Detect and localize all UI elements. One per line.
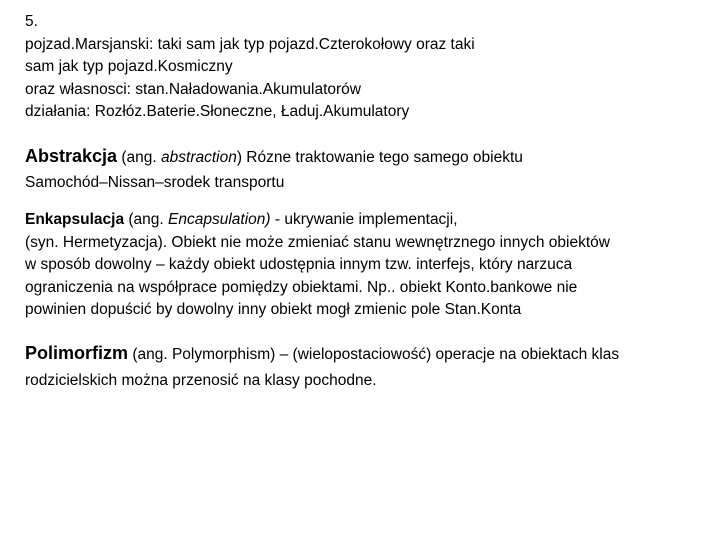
encapsulation-definition — [25, 209, 610, 232]
inheritance-line-2: sam jak typ pojazd.Kosmiczny — [25, 58, 233, 75]
section-number: 5. — [25, 13, 38, 30]
encapsulation-section — [25, 209, 610, 322]
encapsulation-line-3: ograniczenia na współprace pomiędzy obiektami. Np.. obiekt Konto.bankowe nie — [25, 278, 578, 296]
abstraction-pre: (ang. — [117, 149, 162, 166]
encapsulation-term: Enkapsulacja — [25, 211, 125, 228]
abstraction-section — [25, 145, 523, 195]
abstraction-post: ) Rózne traktowanie tego samego obiektu — [236, 149, 523, 166]
polymorphism-definition — [25, 342, 619, 366]
polymorphism-section — [25, 342, 619, 393]
abstraction-definition — [25, 145, 523, 169]
inheritance-line-3: oraz własnosci: stan.Naładowania.Akumulatorów — [25, 80, 361, 98]
encapsulation-line-1: (syn. Hermetyzacja). Obiekt nie może zmieniać stanu wewnętrznego innych obiektów — [25, 233, 610, 251]
encapsulation-line-2: w sposób dowolny – każdy obiekt udostępnia innym tzw. interfejs, który narzuca — [25, 256, 573, 273]
encapsulation-english: Encapsulation) — [168, 211, 271, 228]
abstraction-example: Samochód–Nissan–srodek transportu — [25, 174, 285, 191]
encapsulation-pre: (ang. — [124, 211, 169, 228]
polymorphism-line-2: rodzicielskich można przenosić na klasy pochodne. — [25, 372, 377, 389]
inheritance-line-4: działania: Rozłóz.Baterie.Słoneczne, Ładuj.Akumulatory — [25, 103, 410, 120]
polymorphism-rest: (ang. Polymorphism) – (wielopostaciowość) operacje na obiektach klas — [128, 346, 620, 363]
abstraction-term: Abstrakcja — [25, 146, 118, 166]
inheritance-example-section — [25, 11, 475, 124]
encapsulation-line-4: powinien dopuścić by dowolny inny obiekt mogł zmienic pole Stan.Konta — [25, 301, 522, 318]
inheritance-line-1: pojzad.Marsjanski: taki sam jak typ pojazd.Czterokołowy oraz taki — [25, 35, 475, 53]
polymorphism-term: Polimorfizm — [25, 343, 129, 363]
abstraction-english: abstraction — [161, 149, 237, 166]
encapsulation-post: - ukrywanie implementacji, — [270, 211, 458, 228]
